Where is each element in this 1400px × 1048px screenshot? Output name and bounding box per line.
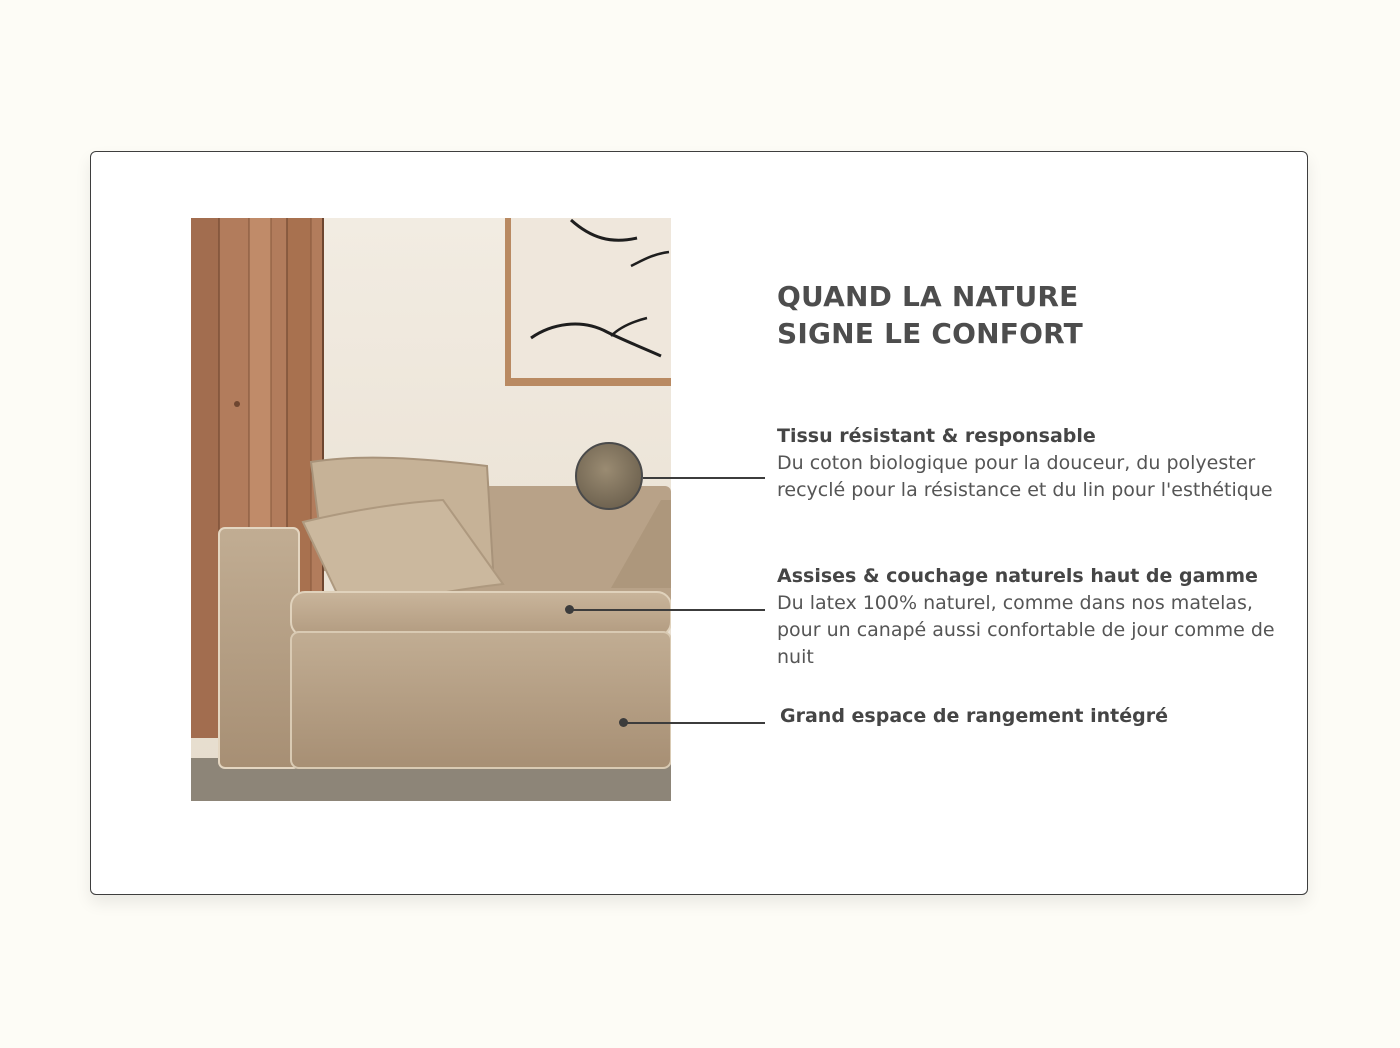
connector-line-fabric	[643, 477, 765, 479]
connector-line-storage	[623, 722, 765, 724]
title-line-2: SIGNE LE CONFORT	[777, 317, 1083, 350]
feature-heading: Tissu résistant & responsable	[777, 425, 1096, 447]
feature-storage	[780, 703, 1280, 730]
hotspot-dot-icon[interactable]	[619, 718, 628, 727]
hotspot-dot-icon[interactable]	[565, 605, 574, 614]
feature-description: Du coton biologique pour la douceur, du polyester recyclé pour la résistance et du lin pour l'esthétique	[777, 452, 1273, 501]
section-title	[777, 278, 1083, 352]
feature-heading: Assises & couchage naturels haut de gamme	[777, 565, 1258, 587]
feature-card	[90, 151, 1308, 895]
feature-seating	[777, 563, 1277, 671]
sofa-photo	[191, 218, 671, 801]
feature-description: Du latex 100% naturel, comme dans nos matelas, pour un canapé aussi confortable de jour comme de nuit	[777, 592, 1275, 668]
feature-heading: Grand espace de rangement intégré	[780, 705, 1168, 727]
title-line-1: QUAND LA NATURE	[777, 280, 1079, 313]
feature-fabric	[777, 423, 1277, 504]
connector-line-seating	[569, 609, 765, 611]
